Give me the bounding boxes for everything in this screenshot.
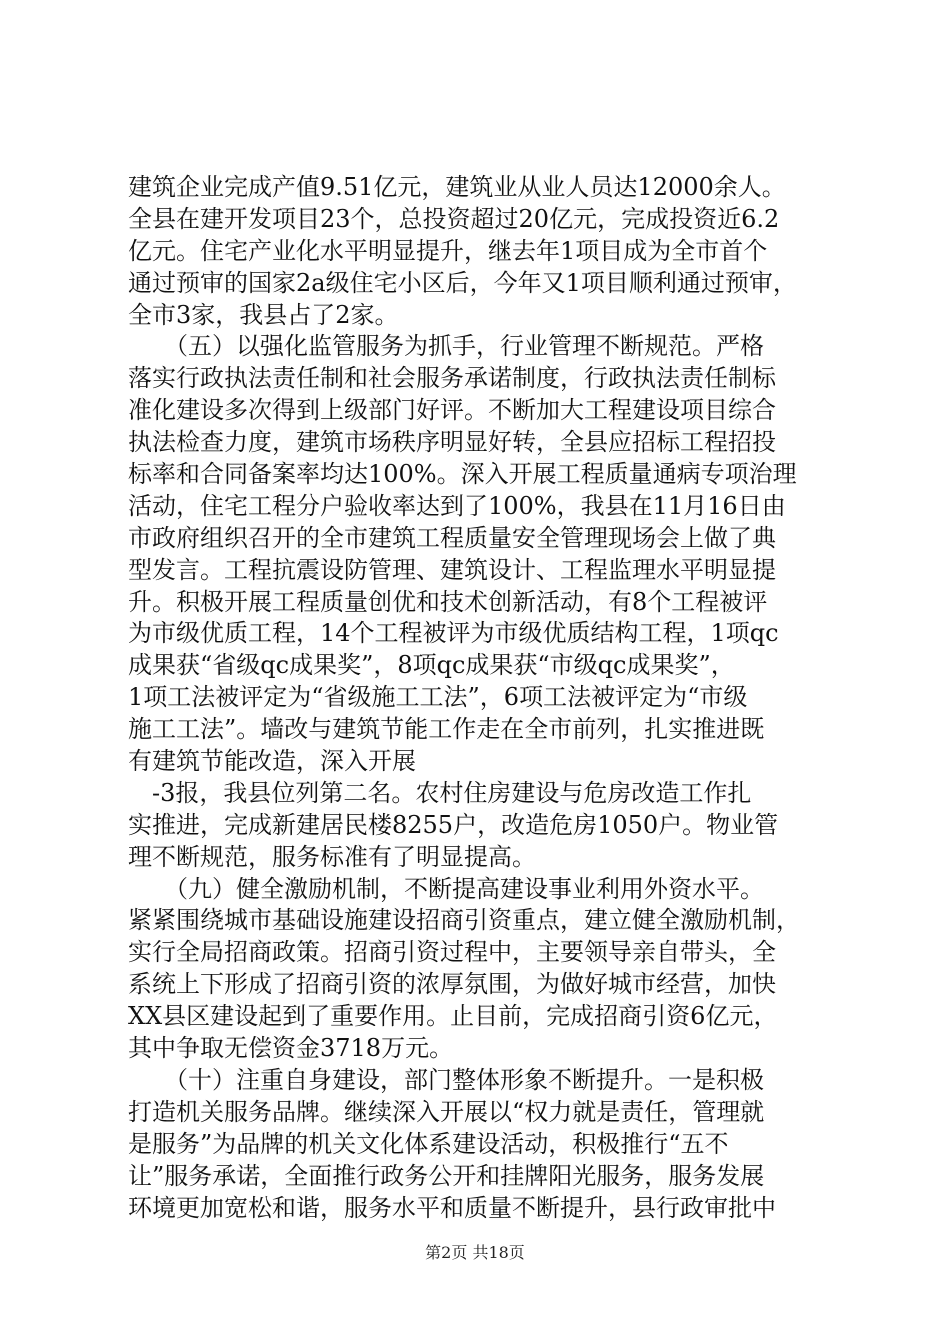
text-line: 系统上下形成了招商引资的浓厚氛围，为做好城市经营，加快 [128,970,776,999]
text-line: 全县在建开发项目23个，总投资超过20亿元，完成投资近6.2 [128,204,780,233]
text-line: （十）注重自身建设，部门整体形象不断提升。一是积极 [128,1065,764,1094]
text-line: 打造机关服务品牌。继续深入开展以“权力就是责任，管理就 [128,1097,765,1126]
text-line: 型发言。工程抗震设防管理、建筑设计、工程监理水平明显提 [128,555,776,584]
text-line: （九）健全激励机制，不断提高建设事业利用外资水平。 [128,874,764,903]
text-line: 其中争取无偿资金3718万元。 [128,1034,454,1063]
text-line: 升。积极开展工程质量创优和技术创新活动，有8个工程被评 [128,587,768,616]
page-number-label: 第2页 共18页 [425,1243,525,1262]
text-line: 实推进，完成新建居民楼8255户，改造危房1050户。物业管 [128,810,779,839]
text-line: 活动，住宅工程分户验收率达到了100%，我县在11月16日由 [128,491,786,520]
body-text [128,172,838,1224]
text-line: 1项工法被评定为“省级施工工法”，6项工法被评定为“市级 [128,683,748,712]
text-line: 标率和合同备案率均达100%。深入开展工程质量通病专项治理 [128,460,797,489]
text-line: 理不断规范，服务标准有了明显提高。 [128,842,536,871]
text-line: 全市3家，我县占了2家。 [128,300,399,329]
text-line: 执法检查力度，建筑市场秩序明显好转，全县应招标工程招投 [128,428,776,457]
text-line: 让”服务承诺，全面推行政务公开和挂牌阳光服务，服务发展 [128,1161,765,1190]
text-line: -3报，我县位列第二名。农村住房建设与危房改造工作扎 [128,778,752,807]
text-line: 市政府组织召开的全市建筑工程质量安全管理现场会上做了典 [128,523,776,552]
text-line: 是服务”为品牌的机关文化体系建设活动，积极推行“五不 [128,1129,729,1158]
text-line: （五）以强化监管服务为抓手，行业管理不断规范。严格 [128,332,764,361]
text-line: 施工工法”。墙改与建筑节能工作走在全市前列，扎实推进既 [128,715,765,744]
text-line: 成果获“省级qc成果奖”，8项qc成果获“市级qc成果奖”， [128,651,735,680]
page-footer [0,1243,950,1263]
text-line: 准化建设多次得到上级部门好评。不断加大工程建设项目综合 [128,396,776,425]
text-line: 为市级优质工程，14个工程被评为市级优质结构工程，1项qc [128,619,779,648]
text-line: 环境更加宽松和谐，服务水平和质量不断提升，县行政审批中 [128,1193,776,1222]
text-line: 紧紧围绕城市基础设施建设招商引资重点，建立健全激励机制， [128,906,800,935]
text-line: 落实行政执法责任制和社会服务承诺制度，行政执法责任制标 [128,364,776,393]
text-line: XX县区建设起到了重要作用。止目前，完成招商引资6亿元， [128,1002,778,1031]
text-line: 实行全局招商政策。招商引资过程中，主要领导亲自带头，全 [128,938,776,967]
text-line: 建筑企业完成产值9.51亿元，建筑业从业人员达12000余人。 [128,173,786,201]
text-line: 通过预审的国家2a级住宅小区后，今年又1项目顺利通过预审， [128,268,797,297]
text-line: 亿元。住宅产业化水平明显提升，继去年1项目成为全市首个 [128,236,768,265]
text-line: 有建筑节能改造，深入开展 [128,747,416,776]
